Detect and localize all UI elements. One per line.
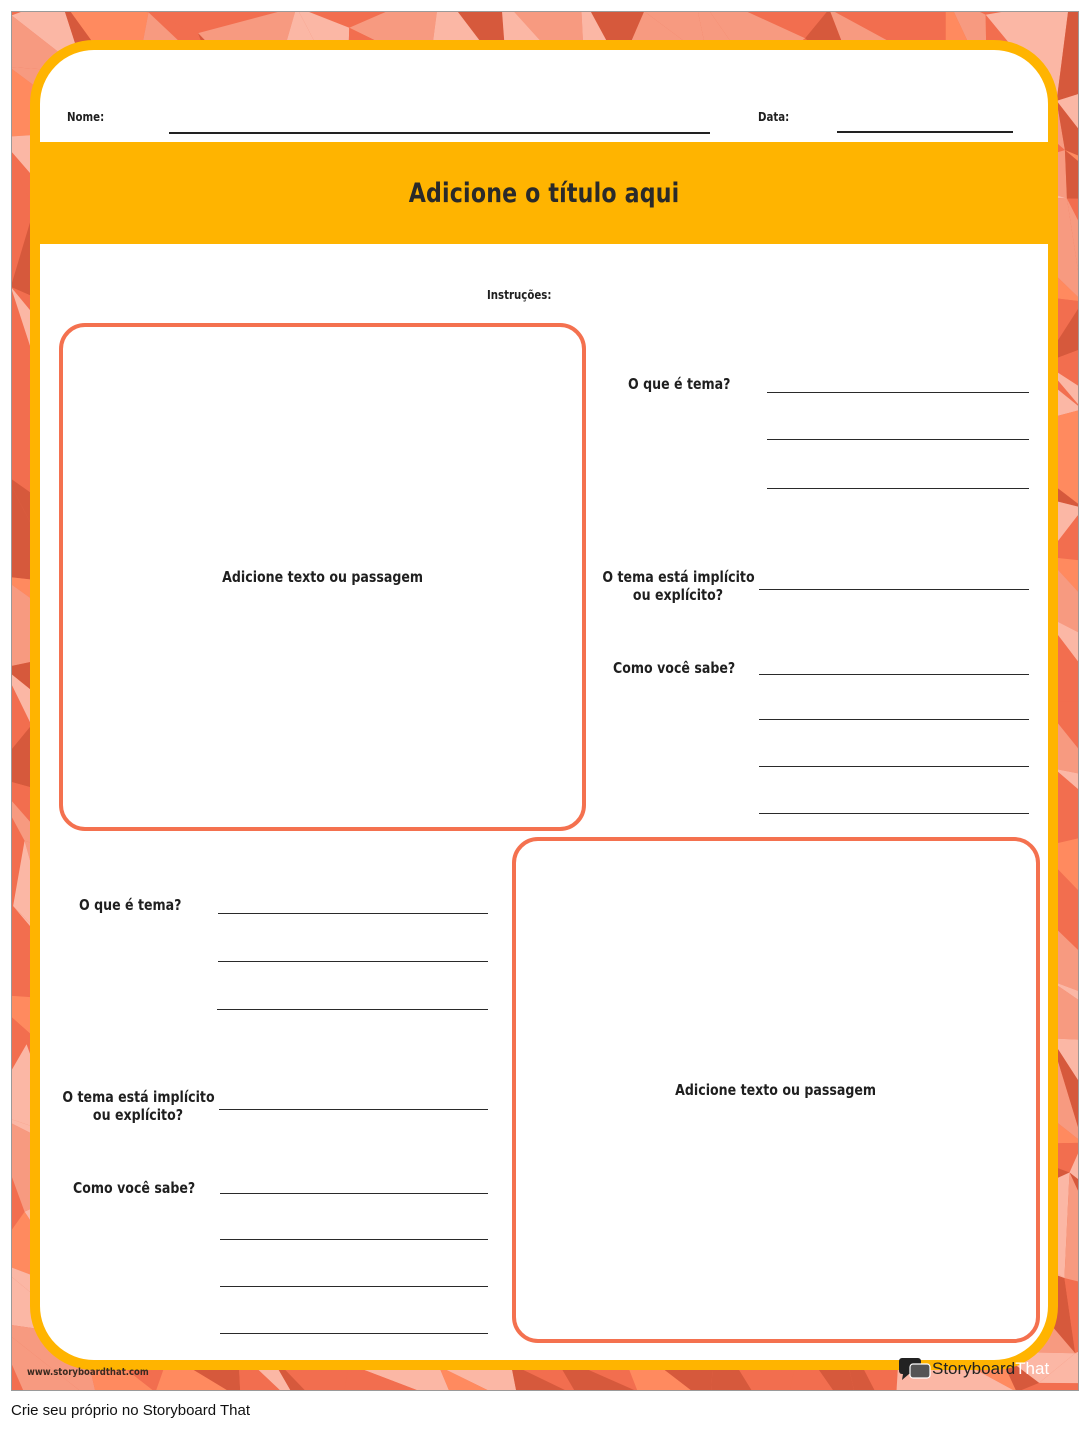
- answer-line-theme-bottom-1[interactable]: [218, 913, 488, 914]
- answer-line-how-top-2[interactable]: [759, 719, 1029, 720]
- answer-line-how-top-1[interactable]: [759, 674, 1029, 675]
- date-label: Data:: [758, 110, 790, 124]
- answer-line-how-top-3[interactable]: [759, 766, 1029, 767]
- page-title[interactable]: Adicione o título aqui: [408, 177, 680, 209]
- question-implicit-explicit-top: [602, 568, 753, 604]
- footer-url[interactable]: www.storyboardthat.com: [27, 1367, 149, 1378]
- answer-line-theme-bottom-2[interactable]: [218, 961, 488, 962]
- name-label: Nome:: [67, 110, 105, 124]
- answer-line-how-bottom-3[interactable]: [220, 1286, 488, 1287]
- speech-bubble-icon: [898, 1356, 932, 1382]
- answer-line-how-bottom-4[interactable]: [220, 1333, 488, 1334]
- answer-line-theme-bottom-3[interactable]: [217, 1009, 488, 1010]
- answer-line-how-bottom-2[interactable]: [220, 1239, 488, 1240]
- page-caption[interactable]: Crie seu próprio no Storyboard That: [11, 1402, 251, 1419]
- answer-line-theme-top-3[interactable]: [767, 488, 1029, 489]
- worksheet-page: [11, 11, 1079, 1391]
- text-passage-box-top[interactable]: [59, 323, 586, 831]
- question-implicit-explicit-bottom: [62, 1088, 213, 1124]
- instructions-label[interactable]: Instruções:: [487, 288, 552, 302]
- answer-line-theme-top-2[interactable]: [767, 439, 1029, 440]
- question-implicit-explicit-bottom-line1: O tema está implícito: [62, 1088, 215, 1106]
- answer-line-implicit-bottom[interactable]: [219, 1109, 488, 1110]
- answer-line-implicit-top[interactable]: [759, 589, 1029, 590]
- name-field-line[interactable]: [169, 132, 710, 134]
- storyboardthat-logo[interactable]: [898, 1354, 1049, 1384]
- answer-line-how-bottom-1[interactable]: [220, 1193, 488, 1194]
- question-what-is-theme-bottom: O que é tema?: [79, 896, 182, 914]
- title-banner: [40, 142, 1048, 244]
- text-passage-placeholder-top: Adicione texto ou passagem: [222, 568, 423, 586]
- logo-wordmark-that: That: [1015, 1359, 1050, 1378]
- logo-wordmark: [932, 1359, 1049, 1379]
- question-how-do-you-know-bottom: Como você sabe?: [73, 1179, 196, 1197]
- worksheet-frame: [30, 40, 1058, 1370]
- question-what-is-theme-top: O que é tema?: [628, 375, 731, 393]
- text-passage-box-bottom[interactable]: [512, 837, 1040, 1343]
- answer-line-how-top-4[interactable]: [759, 813, 1029, 814]
- date-field-line[interactable]: [837, 131, 1013, 133]
- logo-wordmark-storyboard: Storyboard: [932, 1359, 1016, 1378]
- text-passage-placeholder-bottom: Adicione texto ou passagem: [675, 1081, 877, 1099]
- question-implicit-explicit-bottom-line2: ou explícito?: [92, 1106, 184, 1124]
- answer-line-theme-top-1[interactable]: [767, 392, 1029, 393]
- question-implicit-explicit-top-line1: O tema está implícito: [602, 568, 755, 586]
- question-implicit-explicit-top-line2: ou explícito?: [632, 586, 724, 604]
- question-how-do-you-know-top: Como você sabe?: [613, 659, 736, 677]
